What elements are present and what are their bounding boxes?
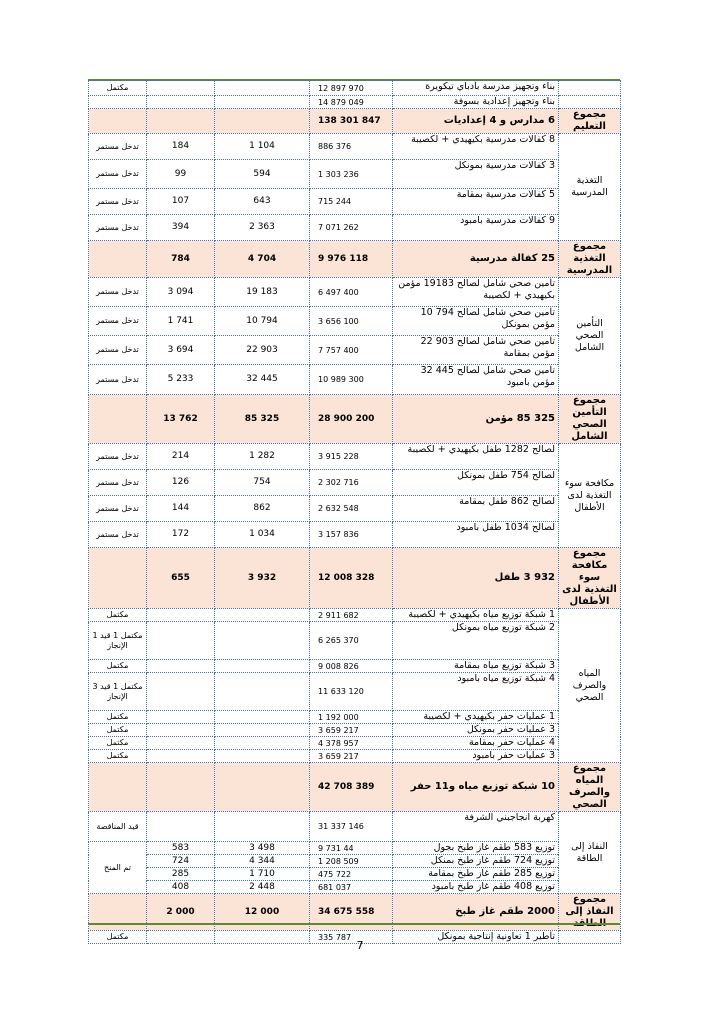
count-beneficiaries-cell (215, 660, 310, 673)
project-cell: لصالح 1282 طفل بكيهيدي + لكصيبة (393, 444, 559, 470)
count-beneficiaries-cell: 1 034 (215, 522, 310, 548)
count-beneficiaries-cell (215, 673, 310, 711)
count-beneficiaries-cell (215, 96, 310, 109)
count-households-cell: 408 (147, 881, 215, 894)
project-cell: لصالح 754 طفل بمونكل (393, 470, 559, 496)
budget-cell: 9 976 118 (310, 241, 393, 278)
count-beneficiaries-cell (215, 737, 310, 750)
project-cell: لصالح 862 طفل بمقامة (393, 496, 559, 522)
count-beneficiaries-cell: 19 183 (215, 278, 310, 307)
count-beneficiaries-cell (215, 622, 310, 660)
budget-cell: 7 071 262 (310, 215, 393, 241)
count-beneficiaries-cell (215, 763, 310, 812)
status-cell: تم المنح (89, 842, 147, 894)
status-cell (89, 548, 147, 609)
subtotal-row (89, 763, 621, 812)
project-cell: تأمين صحي شامل لصالح 794 10 مؤمن بمونكل (393, 307, 559, 336)
status-cell: قيد المناقصة (89, 812, 147, 842)
status-cell: تدخل مستمر (89, 160, 147, 189)
table-row (89, 711, 621, 724)
subtotal-row (89, 241, 621, 278)
budget-cell: 1 208 509 (310, 855, 393, 868)
count-beneficiaries-cell: 2 363 (215, 215, 310, 241)
status-cell: مكتمل (89, 737, 147, 750)
count-beneficiaries-cell (215, 109, 310, 134)
project-cell: 4 عمليات حفر بمقامة (393, 737, 559, 750)
table-row (89, 189, 621, 215)
count-households-cell (147, 711, 215, 724)
count-beneficiaries-cell (215, 724, 310, 737)
table-row (89, 336, 621, 365)
count-households-cell: 144 (147, 496, 215, 522)
table-row (89, 307, 621, 336)
category-cell: مجموع التأمين الصحي الشامل (559, 395, 621, 444)
count-beneficiaries-cell: 10 794 (215, 307, 310, 336)
table-row (89, 609, 621, 622)
project-cell: لصالح 1034 طفل بامبود (393, 522, 559, 548)
category-cell: مجموع التعليم (559, 109, 621, 134)
count-beneficiaries-cell: 643 (215, 189, 310, 215)
status-cell (89, 395, 147, 444)
status-cell (89, 763, 147, 812)
project-cell: تأمين صحي شامل لصالح 19183 مؤمن بكيهيدي + لكصيبة (393, 278, 559, 307)
table-row (89, 278, 621, 307)
status-cell: تدخل مستمر (89, 365, 147, 395)
table-row (89, 812, 621, 842)
category-cell: مجموع النفاذ إلى (559, 894, 621, 931)
budget-cell: 42 708 389 (310, 763, 393, 812)
project-cell: كهربة انجاجبني الشرفة (393, 812, 559, 842)
status-cell (89, 241, 147, 278)
project-cell: بناء وتجهيز مدرسة بأدباي تيكويرة (393, 81, 559, 96)
count-beneficiaries-cell: 4 704 (215, 241, 310, 278)
count-beneficiaries-cell: 594 (215, 160, 310, 189)
project-cell: 4 شبكة توزيع مياه بامبود (393, 673, 559, 711)
budget-cell: 9 731 44 (310, 842, 393, 855)
status-cell: مكتمل (89, 724, 147, 737)
count-households-cell: 184 (147, 134, 215, 160)
count-beneficiaries-cell (215, 609, 310, 622)
project-cell: 8 كفالات مدرسية بكيهيدي + لكصيبة (393, 134, 559, 160)
project-cell: 5 كفالات مدرسية بمقامة (393, 189, 559, 215)
project-cell: 25 كفالة مدرسية (393, 241, 559, 278)
project-cell: 1 عمليات حفر بكيهيدي + لكصيبة (393, 711, 559, 724)
budget-cell: 12 008 328 (310, 548, 393, 609)
category-cell: مجموع التغذية المدرسية (559, 241, 621, 278)
project-cell: توزيع 583 طقم غاز طبخ بجول (393, 842, 559, 855)
count-households-cell (147, 609, 215, 622)
status-cell: تدخل مستمر (89, 470, 147, 496)
count-beneficiaries-cell: 1 104 (215, 134, 310, 160)
budget-cell: 3 915 228 (310, 444, 393, 470)
table-row (89, 673, 621, 711)
status-cell: 3 مكتمل 1 قيد الإنجاز (89, 673, 147, 711)
budget-cell: 3 659 217 (310, 750, 393, 763)
budget-cell: 1 192 000 (310, 711, 393, 724)
count-households-cell: 214 (147, 444, 215, 470)
table-row (89, 842, 621, 855)
status-cell: مكتمل (89, 609, 147, 622)
budget-cell: 335 787 (310, 931, 393, 944)
count-households-cell (147, 660, 215, 673)
table-row (89, 868, 621, 881)
count-households-cell: 285 (147, 868, 215, 881)
count-households-cell: 583 (147, 842, 215, 855)
table-row (89, 444, 621, 470)
budget-cell: 3 659 217 (310, 724, 393, 737)
project-cell: بناء وتجهيز إعدادية بسوفة (393, 96, 559, 109)
project-cell: 932 3 طفل (393, 548, 559, 609)
subtotal-row (89, 395, 621, 444)
table-row (89, 855, 621, 868)
table-row (89, 215, 621, 241)
budget-cell: 715 244 (310, 189, 393, 215)
count-households-cell (147, 737, 215, 750)
category-cell: النفاذ إلى الطاقة (559, 812, 621, 894)
count-households-cell (147, 812, 215, 842)
table-row (89, 660, 621, 673)
budget-cell: 34 675 558 (310, 894, 393, 931)
page-number: 7 (356, 939, 364, 952)
budget-cell: 11 633 120 (310, 673, 393, 711)
project-cell: توزيع 285 طقم غاز طبخ بمقامة (393, 868, 559, 881)
category-cell: التغذية المدرسية (559, 134, 621, 241)
table-row (89, 622, 621, 660)
table-row (89, 81, 621, 96)
status-cell: تدخل مستمر (89, 496, 147, 522)
subtotal-row (89, 548, 621, 609)
category-cell: التأمين الصحي الشامل (559, 278, 621, 395)
budget-cell: 1 303 236 (310, 160, 393, 189)
count-beneficiaries-cell: 4 344 (215, 855, 310, 868)
count-households-cell: 3 094 (147, 278, 215, 307)
count-beneficiaries-cell: 3 932 (215, 548, 310, 609)
count-beneficiaries-cell: 3 498 (215, 842, 310, 855)
category-cell: مجموع المياه والصرف الصحي (559, 763, 621, 812)
status-cell: تدخل مستمر (89, 336, 147, 365)
project-cell: 1 شبكة توزيع مياه بكيهيدي + لكصيبة (393, 609, 559, 622)
count-beneficiaries-cell: 32 445 (215, 365, 310, 395)
table-row (89, 365, 621, 395)
budget-table (88, 80, 621, 944)
count-households-cell (147, 81, 215, 96)
category-cell: مكافحة سوء التغذية لدى الأطفال (559, 444, 621, 548)
budget-cell: 12 897 970 (310, 81, 393, 96)
status-cell: تدخل مستمر (89, 134, 147, 160)
table-row (89, 737, 621, 750)
table-row (89, 470, 621, 496)
project-cell: 10 شبكة توزيع مياه و11 حفر (393, 763, 559, 812)
count-beneficiaries-cell: 1 710 (215, 868, 310, 881)
count-beneficiaries-cell (215, 750, 310, 763)
table-row (89, 160, 621, 189)
count-beneficiaries-cell: 1 282 (215, 444, 310, 470)
category-cell: المياه والصرف الصحي (559, 609, 621, 763)
count-households-cell: 2 000 (147, 894, 215, 931)
count-households-cell: 724 (147, 855, 215, 868)
table-row (89, 522, 621, 548)
project-cell: 325 85 مؤمن (393, 395, 559, 444)
budget-cell: 3 656 100 (310, 307, 393, 336)
budget-cell: 138 301 847 (310, 109, 393, 134)
budget-cell: 31 337 146 (310, 812, 393, 842)
count-beneficiaries-cell (215, 81, 310, 96)
table-row (89, 750, 621, 763)
project-cell: توزيع 724 طقم غاز طبخ بمنكل (393, 855, 559, 868)
budget-cell: 14 879 049 (310, 96, 393, 109)
status-cell: تدخل مستمر (89, 278, 147, 307)
status-cell: تدخل مستمر (89, 215, 147, 241)
budget-cell: 2 632 548 (310, 496, 393, 522)
budget-cell: 2 302 716 (310, 470, 393, 496)
table-row (89, 496, 621, 522)
count-households-cell: 5 233 (147, 365, 215, 395)
project-cell: 6 مدارس و 4 إعداديات (393, 109, 559, 134)
project-cell: تأمين صحي شامل لصالح 445 32 مؤمن بامبود (393, 365, 559, 395)
budget-cell: 475 722 (310, 868, 393, 881)
count-beneficiaries-cell (215, 711, 310, 724)
count-households-cell (147, 724, 215, 737)
category-cell: مجموع مكافحة سوء التغذية لدى الأطفال (559, 548, 621, 609)
category-cell (559, 96, 621, 109)
count-households-cell (147, 622, 215, 660)
count-households-cell: 784 (147, 241, 215, 278)
status-cell: مكتمل (89, 931, 147, 944)
status-cell (89, 109, 147, 134)
count-beneficiaries-cell: 862 (215, 496, 310, 522)
table-row (89, 134, 621, 160)
status-cell: مكتمل (89, 81, 147, 96)
project-cell: 9 كفالات مدرسية بامبود (393, 215, 559, 241)
count-households-cell: 655 (147, 548, 215, 609)
count-beneficiaries-cell: 12 000 (215, 894, 310, 931)
count-households-cell: 3 694 (147, 336, 215, 365)
project-cell: تأمين صحي شامل لصالح 903 22 مؤمن بمقامة (393, 336, 559, 365)
count-beneficiaries-cell: 85 325 (215, 395, 310, 444)
budget-cell: 2 911 682 (310, 609, 393, 622)
status-cell: مكتمل (89, 711, 147, 724)
count-beneficiaries-cell (215, 812, 310, 842)
count-households-cell (147, 750, 215, 763)
table-row (89, 881, 621, 894)
table-row (89, 724, 621, 737)
count-beneficiaries-cell: 22 903 (215, 336, 310, 365)
project-cell: توزيع 408 طقم غاز طبخ بامبود (393, 881, 559, 894)
subtotal-row (89, 109, 621, 134)
count-households-cell (147, 109, 215, 134)
count-households-cell: 1 741 (147, 307, 215, 336)
project-cell: 3 كفالات مدرسية بمونكل (393, 160, 559, 189)
count-households-cell (147, 673, 215, 711)
budget-cell: 3 157 836 (310, 522, 393, 548)
budget-cell: 9 008 826 (310, 660, 393, 673)
status-cell: تدخل مستمر (89, 444, 147, 470)
project-cell: 2000 طقم غاز طبخ (393, 894, 559, 931)
count-households-cell: 13 762 (147, 395, 215, 444)
status-cell: تدخل مستمر (89, 307, 147, 336)
count-households-cell (147, 763, 215, 812)
project-cell: 3 عمليات حفر بامبود (393, 750, 559, 763)
category-cell (559, 81, 621, 96)
project-cell: 2 شبكة توزيع مياه بمونكل (393, 622, 559, 660)
table-row (89, 96, 621, 109)
budget-cell: 7 757 400 (310, 336, 393, 365)
count-households-cell: 99 (147, 160, 215, 189)
budget-cell: 6 265 370 (310, 622, 393, 660)
status-cell (89, 96, 147, 109)
budget-cell: 10 989 300 (310, 365, 393, 395)
count-households-cell: 394 (147, 215, 215, 241)
project-cell: 3 عمليات حفر بمونكل (393, 724, 559, 737)
budget-cell: 886 376 (310, 134, 393, 160)
count-households-cell (147, 96, 215, 109)
budget-cell: 681 037 (310, 881, 393, 894)
status-cell: مكتمل (89, 660, 147, 673)
status-cell: مكتمل (89, 750, 147, 763)
count-households-cell: 172 (147, 522, 215, 548)
count-households-cell: 126 (147, 470, 215, 496)
budget-cell: 28 900 200 (310, 395, 393, 444)
count-beneficiaries-cell: 754 (215, 470, 310, 496)
bottom-rule (88, 923, 620, 925)
status-cell: تدخل مستمر (89, 189, 147, 215)
budget-cell: 6 497 400 (310, 278, 393, 307)
status-cell: 1 مكتمل 1 قيد الإنجاز (89, 622, 147, 660)
status-cell: تدخل مستمر (89, 522, 147, 548)
budget-cell: 4 378 957 (310, 737, 393, 750)
count-beneficiaries-cell: 2 448 (215, 881, 310, 894)
count-households-cell: 107 (147, 189, 215, 215)
project-cell: 3 شبكة توزيع مياه بمقامة (393, 660, 559, 673)
project-cell: تأطير 1 تعاونية إنتاجية بمونكل (393, 931, 559, 944)
